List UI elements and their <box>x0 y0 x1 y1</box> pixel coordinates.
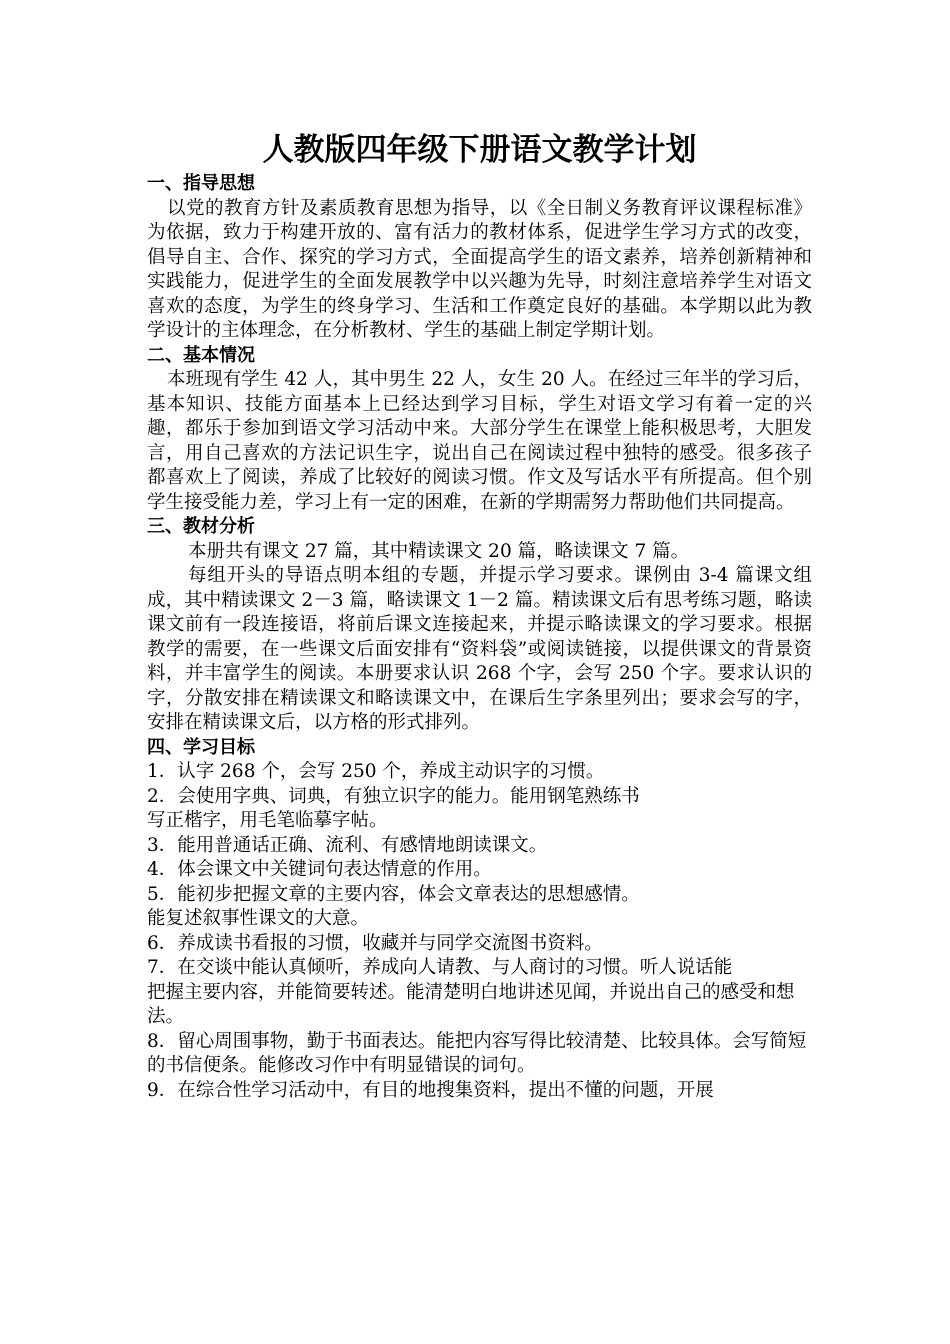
section-paragraph: 本班现有学生 42 人，其中男生 22 人，女生 20 人。在经过三年半的学习后，基本知识、技能方面基本上已经达到学习目标，学生对语文学习有着一定的兴趣，都乐于参加到语文学习活动中来。大部分学生在课堂上能积极思考，大胆发言，用自己喜欢的方法记识生字，说出自己在阅读过程中独特的感受。很多孩子都喜欢上了阅读，养成了比较好的阅读习惯。作文及写话水平有所提高。但个别学生接受能力差，学习上有一定的困难，在新的学期需努力帮助他们共同提高。 <box>147 369 812 513</box>
section-heading-guiding-ideology: 一、指导思想 <box>147 173 255 194</box>
section-heading-learning-goals: 四、学习目标 <box>147 736 255 758</box>
section-paragraph: 每组开头的导语点明本组的专题，并提示学习要求。课例由 3-4 篇课文组成，其中精读课文 2－3 篇，略读课文 1－2 篇。精读课文后有思考练习题，略读课文前有一段连接语，将前后课文连接起来，并提示略读课文的学习要求。根据教学的需要，在一些课文后面安排有“资料袋”或阅读链接，以提供课文的背景资料，并丰富学生的阅读。本册要求认识 268 个字，会写 250 个字。要求认识的字，分散安排在精读课文和略读课文中，在课后生字条里列出；要求会写的字，安排在精读课文后，以方格的形式排列。 <box>147 565 812 733</box>
goal-item: 4．体会课文中关键词句表达情意的作用。 <box>147 859 492 880</box>
goal-item: 把握主要内容，并能简要转述。能清楚明白地讲述见闻，并说出自己的感受和想法。 <box>147 981 795 1027</box>
goal-item: 8．留心周围事物，勤于书面表达。能把内容写得比较清楚、比较具体。会写简短的书信便条。能修改习作中有明显错误的词句。 <box>147 1030 807 1076</box>
goal-item: 1．认字 268 个，会写 250 个，养成主动识字的习惯。 <box>147 761 605 782</box>
section-paragraph: 本册共有课文 27 篇，其中精读课文 20 篇，略读课文 7 篇。 <box>188 540 690 562</box>
goal-item: 能复述叙事性课文的大意。 <box>147 908 370 929</box>
section-paragraph: 以党的教育方针及素质教育思想为指导，以《全日制义务教育评议课程标准》为依据，致力于构建开放的、富有活力的教材体系，促进学生学习方式的改变，倡导自主、合作、探究的学习方式，全面提高学生的语文素养，培养创新精神和实践能力，促进学生的全面发展教学中以兴趣为先导，时刻注意培养学生对语文喜欢的态度，为学生的终身学习、生活和工作奠定良好的基础。本学期以此为教学设计的主体理念，在分析教材、学生的基础上制定学期计划。 <box>147 197 812 341</box>
goal-item: 写正楷字，用毛笔临摹字帖。 <box>147 810 388 831</box>
document-title: 人教版四年级下册语文教学计划 <box>262 132 697 168</box>
goal-item: 2．会使用字典、词典，有独立识字的能力。能用钢笔熟练书 <box>147 785 640 807</box>
section-heading-basic-situation: 二、基本情况 <box>147 344 255 366</box>
section-heading-textbook-analysis: 三、教材分析 <box>147 516 255 537</box>
goal-item: 5．能初步把握文章的主要内容，体会文章表达的思想感情。 <box>147 883 640 905</box>
document-page <box>147 128 812 1103</box>
goal-item: 3．能用普通话正确、流利、有感情地朗读课文。 <box>147 834 548 856</box>
goal-item: 9．在综合性学习活动中，有目的地搜集资料，提出不懂的问题，开展 <box>147 1079 714 1101</box>
goal-item: 7．在交谈中能认真倾听，养成向人请教、与人商讨的习惯。听人说话能 <box>147 957 733 978</box>
goal-item: 6．养成读书看报的习惯，收藏并与同学交流图书资料。 <box>147 932 603 954</box>
